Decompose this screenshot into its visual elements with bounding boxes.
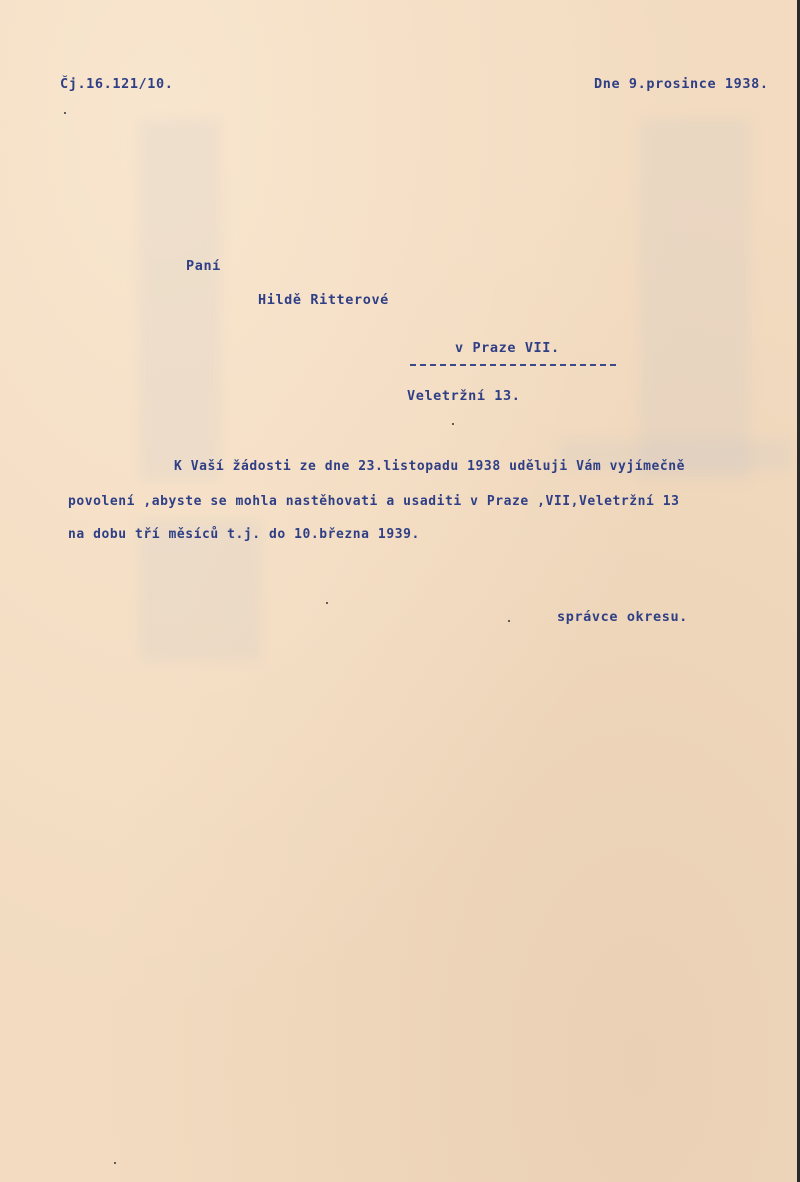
scan-speck — [114, 1162, 116, 1164]
scan-speck — [508, 620, 510, 622]
bleed-through-shadow — [640, 120, 750, 480]
underline-dashes — [410, 364, 616, 366]
recipient-city: v Praze VII. — [455, 340, 560, 356]
salutation: Paní — [186, 258, 221, 274]
signature-title: správce okresu. — [557, 609, 688, 625]
body-line-2: povolení ,abyste se mohla nastěhovati a usaditi v Praze ,VII,Veletržní 13 — [68, 494, 680, 509]
bleed-through-shadow — [140, 120, 220, 480]
recipient-street: Veletržní 13. — [407, 388, 521, 404]
reference-number: Čj.16.121/10. — [60, 76, 174, 92]
body-line-3: na dobu tří měsíců t.j. do 10.března 1939. — [68, 527, 420, 542]
recipient-name: Hildě Ritterové — [258, 292, 389, 308]
body-line-1: K Vaší žádosti ze dne 23.listopadu 1938 uděluji Vám vyjímečně — [174, 459, 685, 474]
scan-speck — [64, 112, 66, 114]
scan-speck — [326, 602, 328, 604]
scan-speck — [452, 423, 454, 425]
letter-date: Dne 9.prosince 1938. — [594, 76, 769, 92]
